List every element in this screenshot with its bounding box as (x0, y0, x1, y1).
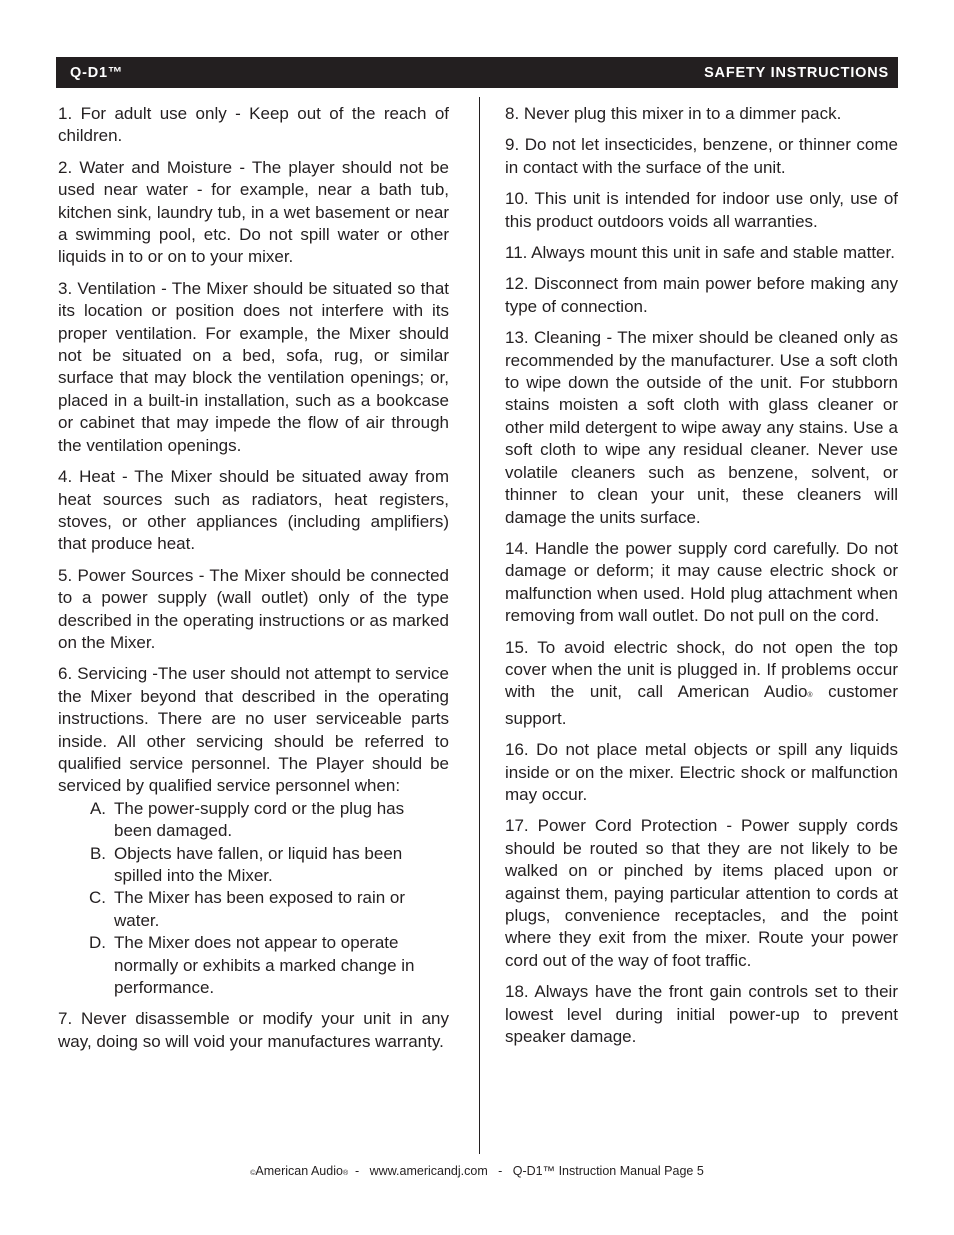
left-column (58, 103, 449, 1062)
list-item (58, 887, 449, 932)
instruction-17: 17. Power Cord Protection - Power supply cords should be routed so that they are not likely to be walked on or pinched by items placed upon or against them, paying particular attention to cords at plugs, convenience receptacles, and the point where they exit from the mixer. Route your power cord out of the way of foot traffic. (505, 816, 898, 970)
footer-text: - www.americandj.com - Q-D1™ Instruction Manual Page 5 (348, 1164, 704, 1178)
instruction-3: 3. Ventilation - The Mixer should be situated so that its location or position does not interfere with its proper ventilation. For example, the Mixer should not be situated on a bed, sofa, rug, or similar surface that may block the ventilation openings; or, placed in a built-in installation, such as a bookcase or cabinet that may impede the flow of air through the ventilation openings. (58, 278, 449, 455)
instruction-1: 1. For adult use only - Keep out of the reach of children. (58, 104, 449, 146)
list-letter: C. (89, 888, 106, 908)
instruction-2: 2. Water and Moisture - The player should not be used near water - for example, near a bath tub, kitchen sink, laundry tub, in a wet basement or near a swimming pool, etc. Do not spill water or other liquids in to or on to your mixer. (58, 157, 449, 267)
instruction-4: 4. Heat - The Mixer should be situated away from heat sources such as radiators, heat registers, stoves, or other appliances (including amplifiers) that produce heat. (58, 467, 449, 554)
copyright-mark: © (250, 1170, 256, 1177)
right-column (505, 103, 898, 1057)
list-item (58, 932, 449, 999)
list-text: Objects have fallen, or liquid has been spilled into the Mixer. (114, 843, 403, 885)
list-letter: B. (89, 843, 106, 863)
instruction-11: 11. Always mount this unit in safe and stable matter. (505, 243, 895, 263)
list-text: The power-supply cord or the plug has been damaged. (114, 798, 405, 841)
list-item (58, 843, 449, 888)
servicing-conditions-list (58, 798, 449, 1000)
instruction-15-text-b: customer support. (505, 682, 898, 728)
instruction-7: 7. Never disassemble or modify your unit in any way, doing so will void your manufactures warranty. (58, 1009, 449, 1051)
instruction-15 (505, 637, 898, 731)
list-text: The Mixer has been exposed to rain or water. (114, 888, 406, 930)
instruction-5: 5. Power Sources - The Mixer should be connected to a power supply (wall outlet) only of the type described in the operating instructions or as marked on the Mixer. (58, 565, 449, 652)
instruction-6: 6. Servicing -The user should not attempt to service the Mixer beyond that described in the operating instructions. There are no user serviceable parts inside. All other servicing should be referred to qualified service personnel. The Player should be serviced by qualified service personnel when: (58, 664, 449, 796)
instruction-15-text-a: 15. To avoid electric shock, do not open the top cover when the unit is plugged in. If problems occur with the unit, call American Audio (505, 637, 898, 702)
list-item (58, 798, 449, 843)
instruction-10: 10. This unit is intended for indoor use only, use of this product outdoors voids all warranties. (505, 189, 898, 231)
column-divider (479, 97, 480, 1154)
instruction-14: 14. Handle the power supply cord carefully. Do not damage or deform; it may cause electric shock or malfunction when used. Hold plug attachment when removing from wall outlet. Do not pull on the cord. (505, 538, 898, 626)
list-letter: D. (89, 933, 106, 953)
instruction-13: 13. Cleaning - The mixer should be cleaned only as recommended by the manufacturer. Use a soft cloth to wipe down the outside of the unit. For stubborn stains moisten a soft cloth with glass cleaner or other mild detergent to wipe away any stains. Use a soft cloth to wipe any residual cleaner. Never use volatile cleaners such as benzene, solvent, or thinner to clean your unit, these cleaners will damage the units surface. (505, 328, 898, 527)
header-section-title: SAFETY INSTRUCTIONS (704, 64, 889, 81)
footer-brand: American Audio (255, 1164, 343, 1178)
instruction-8: 8. Never plug this mixer in to a dimmer pack. (505, 104, 842, 123)
instruction-9: 9. Do not let insecticides, benzene, or thinner come in contact with the surface of the unit. (505, 135, 898, 177)
list-text: The Mixer does not appear to operate normally or exhibits a marked change in performance. (114, 933, 415, 998)
section-header (56, 57, 898, 88)
list-letter: A. (89, 798, 106, 818)
registered-mark: ® (807, 692, 813, 700)
page-footer (0, 1164, 954, 1178)
instruction-18: 18. Always have the front gain controls set to their lowest level during initial power-up to prevent speaker damage. (505, 982, 898, 1047)
instruction-12: 12. Disconnect from main power before making any type of connection. (505, 274, 898, 316)
registered-mark: ® (342, 1170, 349, 1177)
instruction-16: 16. Do not place metal objects or spill any liquids inside or on the mixer. Electric shock or malfunction may occur. (505, 740, 898, 804)
header-model: Q-D1™ (70, 64, 124, 81)
